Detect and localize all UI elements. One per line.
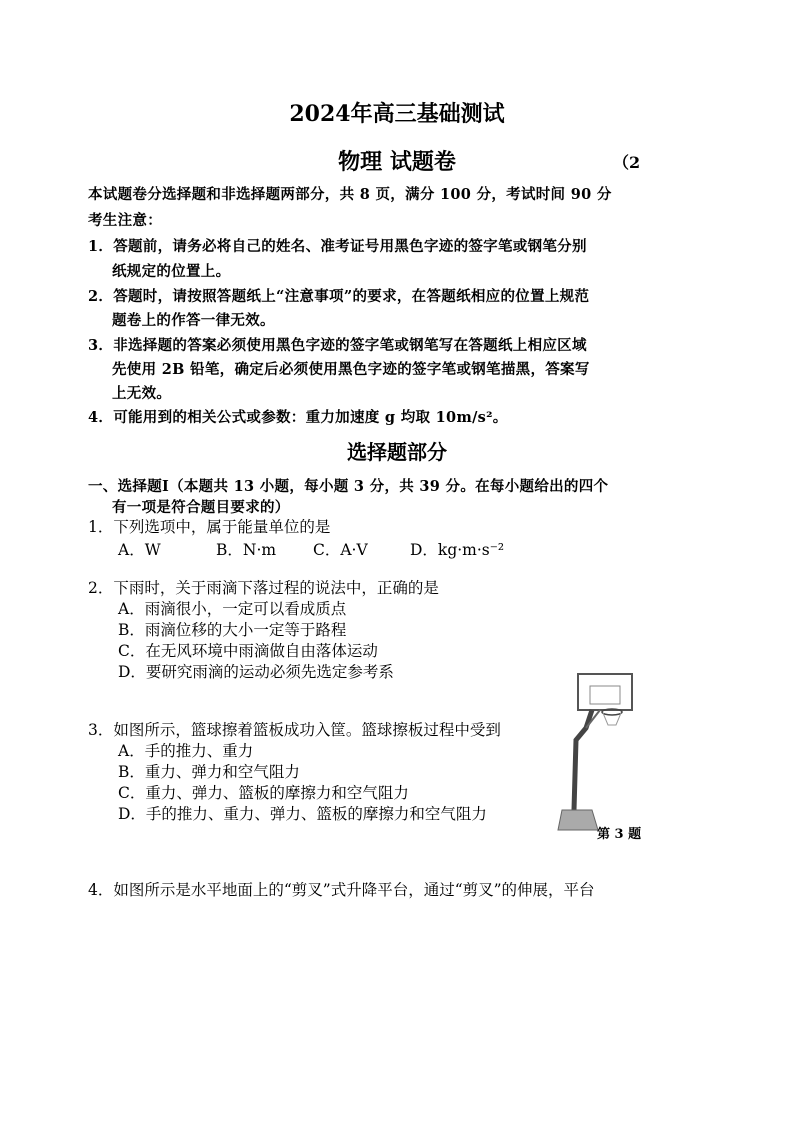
notice-line-4: 4．可能用到的相关公式或参数：重力加速度 g 均取 10m/s²。 bbox=[88, 409, 508, 426]
q3-option-a: A．手的推力、重力 bbox=[118, 742, 254, 760]
q2-option-d: D．要研究雨滴的运动必须先选定参考系 bbox=[118, 663, 394, 681]
subtitle-note: （2 bbox=[613, 153, 641, 172]
q3-option-b: B．重力、弹力和空气阻力 bbox=[118, 763, 300, 781]
q3-stem: 3．如图所示，篮球擦着篮板成功入筐。篮球擦板过程中受到 bbox=[88, 721, 501, 739]
hoop-base bbox=[558, 810, 598, 830]
q3-option-c: C．重力、弹力、篮板的摩擦力和空气阻力 bbox=[118, 784, 409, 802]
part1-instructions: 一、选择题Ⅰ（本题共 13 小题，每小题 3 分，共 39 分。在每小题给出的四个 bbox=[88, 478, 609, 495]
q4-stem-partial: 4．如图所示是水平地面上的“剪叉”式升降平台，通过“剪叉”的伸展，平台 bbox=[88, 881, 595, 899]
q3-option-d: D．手的推力、重力、弹力、篮板的摩擦力和空气阻力 bbox=[118, 805, 487, 823]
notice-line-2-cont: 题卷上的作答一律无效。 bbox=[112, 312, 275, 329]
q2-option-a: A．雨滴很小，一定可以看成质点 bbox=[118, 600, 347, 618]
q2-option-b: B．雨滴位移的大小一定等于路程 bbox=[118, 621, 347, 639]
notice-line-3: 3．非选择题的答案必须使用黑色字迹的签字笔或钢笔写在答题纸上相应区域 bbox=[88, 337, 587, 354]
notice-line-3-end: 上无效。 bbox=[112, 385, 172, 402]
notice-intro: 本试题卷分选择题和非选择题两部分，共 8 页，满分 100 分，考试时间 90 分 bbox=[88, 186, 612, 203]
q2-stem: 2．下雨时，关于雨滴下落过程的说法中，正确的是 bbox=[88, 579, 439, 597]
q1-option-b: B．N·m bbox=[216, 541, 277, 559]
exam-subtitle: 物理 试题卷 bbox=[338, 149, 456, 175]
q1-option-a: A．W bbox=[118, 541, 161, 559]
exam-title: 2024年高三基础测试 bbox=[289, 101, 505, 127]
notice-line-2: 2．答题时，请按照答题纸上“注意事项”的要求，在答题纸相应的位置上规范 bbox=[88, 288, 590, 305]
part1-instructions-cont: 有一项是符合题目要求的） bbox=[112, 499, 290, 516]
q1-stem: 1．下列选项中，属于能量单位的是 bbox=[88, 518, 331, 536]
q2-option-c: C．在无风环境中雨滴做自由落体运动 bbox=[118, 642, 378, 660]
notice-line-1: 1．答题前，请务必将自己的姓名、准考证号用黑色字迹的签字笔或钢笔分别 bbox=[88, 238, 587, 255]
basketball-hoop-figure bbox=[556, 670, 636, 840]
backboard bbox=[578, 674, 632, 710]
q1-option-d: D．kg·m·s⁻² bbox=[410, 541, 505, 559]
notice-line-1-cont: 纸规定的位置上。 bbox=[112, 263, 231, 280]
q3-figure-caption: 第 3 题 bbox=[597, 827, 642, 842]
backboard-target-square bbox=[590, 686, 620, 704]
section-title: 选择题部分 bbox=[347, 440, 447, 464]
q1-option-c: C．A·V bbox=[313, 541, 368, 559]
notice-heading: 考生注意： bbox=[88, 212, 162, 229]
notice-line-3-cont: 先使用 2B 铅笔，确定后必须使用黑色字迹的签字笔或钢笔描黑，答案写 bbox=[112, 361, 590, 378]
